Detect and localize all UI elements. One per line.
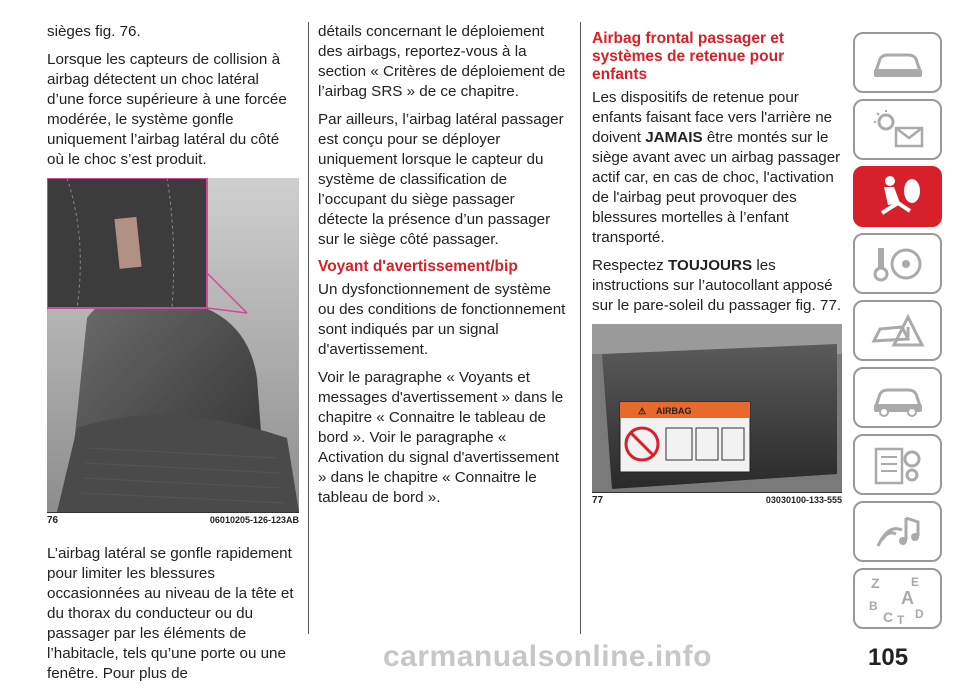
figure-number: 76 bbox=[47, 515, 59, 526]
column-left bbox=[47, 22, 299, 692]
column-right bbox=[592, 22, 842, 506]
watermark: carmanualsonline.info bbox=[383, 640, 712, 673]
car-maintenance-icon bbox=[868, 378, 928, 418]
index-letters-icon bbox=[863, 572, 933, 626]
tab-key-steering[interactable] bbox=[853, 233, 942, 294]
paragraph: Respectez TOUJOURS les instructions sur l’autocollant apposé sur le pare-soleil du passager fig. 77. bbox=[592, 257, 842, 314]
airbag-seat-icon bbox=[868, 173, 928, 221]
figure-code: 03030100-133-555 bbox=[765, 495, 842, 505]
figure-code: 06010205-126-123AB bbox=[209, 515, 299, 525]
paragraph: Voir le paragraphe « Voyants et messages d'avertissement » dans le chapitre « Connaitre le tableau de bord ». Voir le paragraphe « Activation du signal d'avertissement » dans le chapitre « Connaitre le tableau de bord ». bbox=[318, 369, 564, 506]
figure-number: 77 bbox=[592, 495, 604, 506]
chapter-sidebar bbox=[853, 32, 946, 635]
emphasis: JAMAIS bbox=[645, 129, 703, 146]
paragraph: détails concernant le déploiement des airbags, reportez-vous à la section « Critères de déploiement de l’airbag SRS » de ce chapitre. bbox=[318, 23, 566, 100]
warning-lights-icon bbox=[868, 108, 928, 152]
figure-caption bbox=[592, 492, 842, 506]
section-heading: Airbag frontal passager et systèmes de retenue pour enfants bbox=[592, 30, 785, 83]
tab-warning-lights[interactable] bbox=[853, 99, 942, 160]
tab-index[interactable] bbox=[853, 568, 942, 629]
svg-text:B: B bbox=[868, 598, 878, 613]
figure-caption bbox=[47, 512, 299, 526]
column-divider bbox=[580, 22, 581, 634]
svg-text:C: C bbox=[882, 608, 893, 625]
emphasis: TOUJOURS bbox=[668, 257, 753, 274]
page-number: 105 bbox=[868, 644, 909, 671]
car-dashboard-icon bbox=[868, 43, 928, 83]
tab-airbag-seat[interactable] bbox=[853, 166, 942, 227]
svg-text:A: A bbox=[900, 587, 914, 608]
figure-77 bbox=[592, 324, 842, 506]
section-heading: Voyant d'avertissement/bip bbox=[318, 258, 518, 275]
technical-data-icon bbox=[868, 443, 928, 487]
paragraph: L’airbag latéral se gonfle rapidement pour limiter les blessures occasionnées au niveau de la tête et du thorax du conducteur ou du passager par les éléments de l’habitacle, tels qu’une porte ou une fenêtre. Pour plus de bbox=[47, 545, 294, 682]
tab-car-dashboard[interactable] bbox=[853, 32, 942, 93]
svg-text:⚠: ⚠ bbox=[638, 406, 647, 416]
paragraph: Les dispositifs de retenue pour enfants faisant face vers l'arrière ne doivent JAMAIS être montés sur le siège avant avec un airbag passager actif car, en cas de choc, l'activation de l'airbag peut provoquer des blessures mortelles à l’enfant transporté. bbox=[592, 89, 841, 246]
key-steering-icon bbox=[868, 242, 928, 286]
sticker-label: AIRBAG bbox=[656, 406, 692, 416]
svg-text:E: E bbox=[910, 574, 919, 589]
svg-text:Z: Z bbox=[870, 574, 880, 591]
paragraph: Un dysfonctionnement de système ou des conditions de fonctionnement sont indiqués par un signal d'avertissement. bbox=[318, 281, 566, 358]
multimedia-icon bbox=[868, 510, 928, 554]
sunvisor-photo bbox=[592, 324, 842, 492]
tab-multimedia[interactable] bbox=[853, 501, 942, 562]
column-divider bbox=[308, 22, 309, 634]
tab-technical-data[interactable] bbox=[853, 434, 942, 495]
figure-76 bbox=[47, 178, 299, 526]
column-middle bbox=[318, 22, 568, 516]
paragraph: Par ailleurs, l’airbag latéral passager est conçu pour se déployer uniquement lorsque le capteur du système de classification de l’occupant du siège passager détecte la présence d’un passager sur le siège côté passager. bbox=[318, 111, 564, 248]
breakdown-car-icon bbox=[868, 309, 928, 353]
tab-breakdown[interactable] bbox=[853, 300, 942, 361]
paragraph: Lorsque les capteurs de collision à airbag détectent un choc latéral d’une force supérieure à une forcée modérée, le système gonfle uniquement l’airbag latéral du côté où le choc s’est produit. bbox=[47, 51, 287, 168]
seat-photo bbox=[47, 178, 299, 512]
paragraph: sièges fig. 76. bbox=[47, 23, 141, 40]
svg-text:T: T bbox=[896, 612, 904, 626]
tab-car-maintenance[interactable] bbox=[853, 367, 942, 428]
svg-text:D: D bbox=[914, 606, 924, 621]
